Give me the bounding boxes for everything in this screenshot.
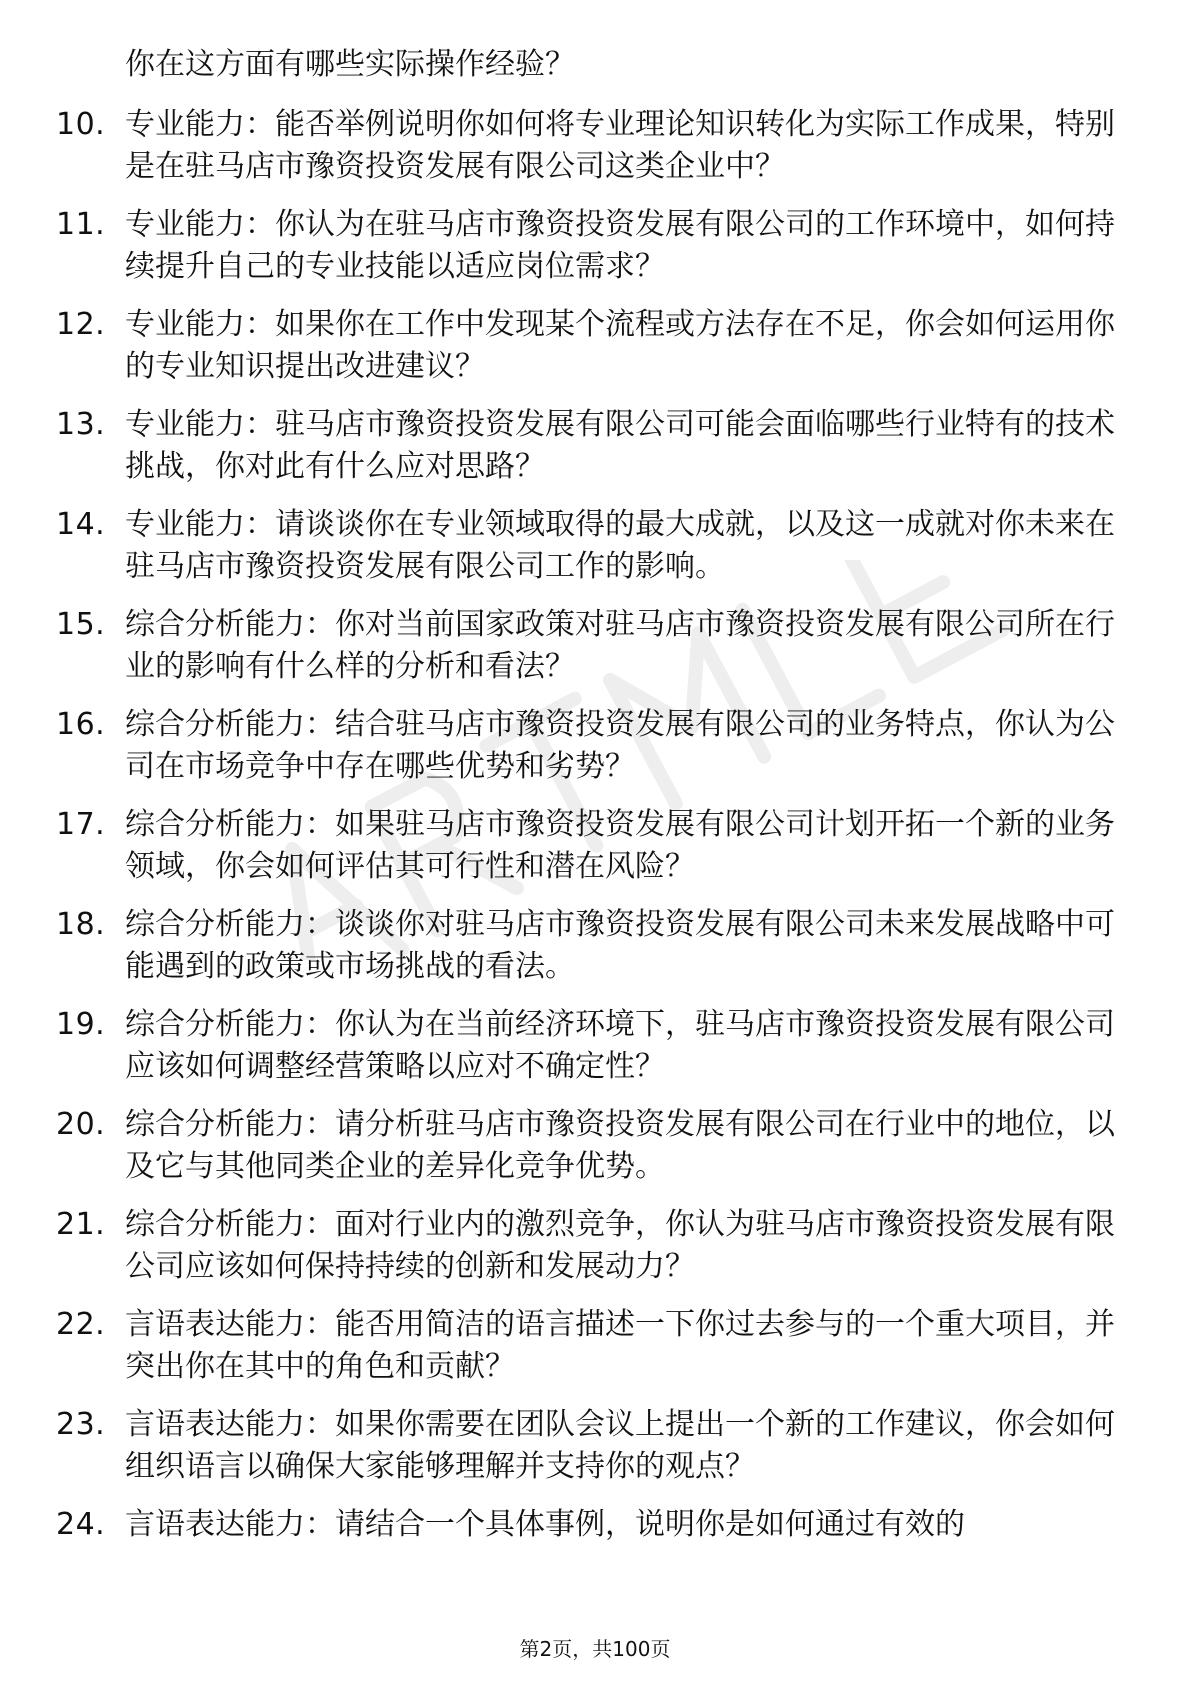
- question-text: 综合分析能力：如果驻马店市豫资投资发展有限公司计划开拓一个新的业务领域，你会如何评估其可行性和潜在风险？: [125, 807, 1115, 884]
- page-footer: [0, 1637, 1190, 1661]
- question-number: 18.: [56, 907, 106, 942]
- question-number: 12.: [56, 307, 106, 342]
- question-text: 综合分析能力：你认为在当前经济环境下，驻马店市豫资投资发展有限公司应该如何调整经营策略以应对不确定性？: [125, 1007, 1115, 1084]
- question-item: [56, 704, 1116, 788]
- question-number: 19.: [56, 1007, 106, 1042]
- question-text: 专业能力：你认为在驻马店市豫资投资发展有限公司的工作环境中，如何持续提升自己的专业技能以适应岗位需求？: [125, 207, 1115, 284]
- question-text: 专业能力：请谈谈你在专业领域取得的最大成就，以及这一成就对你未来在驻马店市豫资投资发展有限公司工作的影响。: [125, 507, 1115, 584]
- question-item: [56, 104, 1116, 188]
- question-item: [56, 404, 1116, 488]
- question-number: 17.: [56, 807, 106, 842]
- question-item: [56, 1104, 1116, 1188]
- question-number: 20.: [56, 1107, 106, 1142]
- question-text: 综合分析能力：请分析驻马店市豫资投资发展有限公司在行业中的地位，以及它与其他同类企业的差异化竞争优势。: [125, 1107, 1115, 1184]
- question-number: 23.: [56, 1407, 106, 1442]
- question-text: 综合分析能力：面对行业内的激烈竞争，你认为驻马店市豫资投资发展有限公司应该如何保持持续的创新和发展动力？: [125, 1207, 1115, 1284]
- question-number: 13.: [56, 407, 106, 442]
- question-text: 专业能力：能否举例说明你如何将专业理论知识转化为实际工作成果，特别是在驻马店市豫资投资发展有限公司这类企业中？: [125, 107, 1115, 184]
- question-item: [56, 304, 1116, 388]
- question-item: [56, 604, 1116, 688]
- document-content: [56, 44, 1116, 1562]
- question-number: 22.: [56, 1307, 106, 1342]
- question-list: [56, 104, 1116, 1546]
- question-number: 11.: [56, 207, 106, 242]
- question-number: 10.: [56, 107, 106, 142]
- question-item: [56, 504, 1116, 588]
- question-item: [56, 1504, 1116, 1546]
- question-text: 综合分析能力：结合驻马店市豫资投资发展有限公司的业务特点，你认为公司在市场竞争中存在哪些优势和劣势？: [125, 707, 1115, 784]
- previous-question-continuation: 你在这方面有哪些实际操作经验？: [125, 47, 575, 82]
- question-number: 16.: [56, 707, 106, 742]
- question-item: [56, 904, 1116, 988]
- question-text: 专业能力：驻马店市豫资投资发展有限公司可能会面临哪些行业特有的技术挑战，你对此有什么应对思路？: [125, 407, 1115, 484]
- question-text: 言语表达能力：请结合一个具体事例，说明你是如何通过有效的: [125, 1507, 965, 1542]
- question-item: [56, 204, 1116, 288]
- question-item: [56, 1304, 1116, 1388]
- question-text: 专业能力：如果你在工作中发现某个流程或方法存在不足，你会如何运用你的专业知识提出改进建议？: [125, 307, 1115, 384]
- question-text: 言语表达能力：如果你需要在团队会议上提出一个新的工作建议，你会如何组织语言以确保大家能够理解并支持你的观点？: [125, 1407, 1115, 1484]
- question-number: 14.: [56, 507, 106, 542]
- question-number: 15.: [56, 607, 106, 642]
- question-item: [56, 1404, 1116, 1488]
- question-text: 综合分析能力：谈谈你对驻马店市豫资投资发展有限公司未来发展战略中可能遇到的政策或市场挑战的看法。: [125, 907, 1115, 984]
- page-number-label: 第2页，共100页: [519, 1637, 671, 1661]
- question-item: [56, 1004, 1116, 1088]
- question-text: 言语表达能力：能否用简洁的语言描述一下你过去参与的一个重大项目，并突出你在其中的角色和贡献？: [125, 1307, 1115, 1384]
- question-item: [56, 1204, 1116, 1288]
- question-item: [56, 804, 1116, 888]
- question-number: 21.: [56, 1207, 106, 1242]
- question-number: 24.: [56, 1507, 106, 1542]
- question-text: 综合分析能力：你对当前国家政策对驻马店市豫资投资发展有限公司所在行业的影响有什么样的分析和看法？: [125, 607, 1115, 684]
